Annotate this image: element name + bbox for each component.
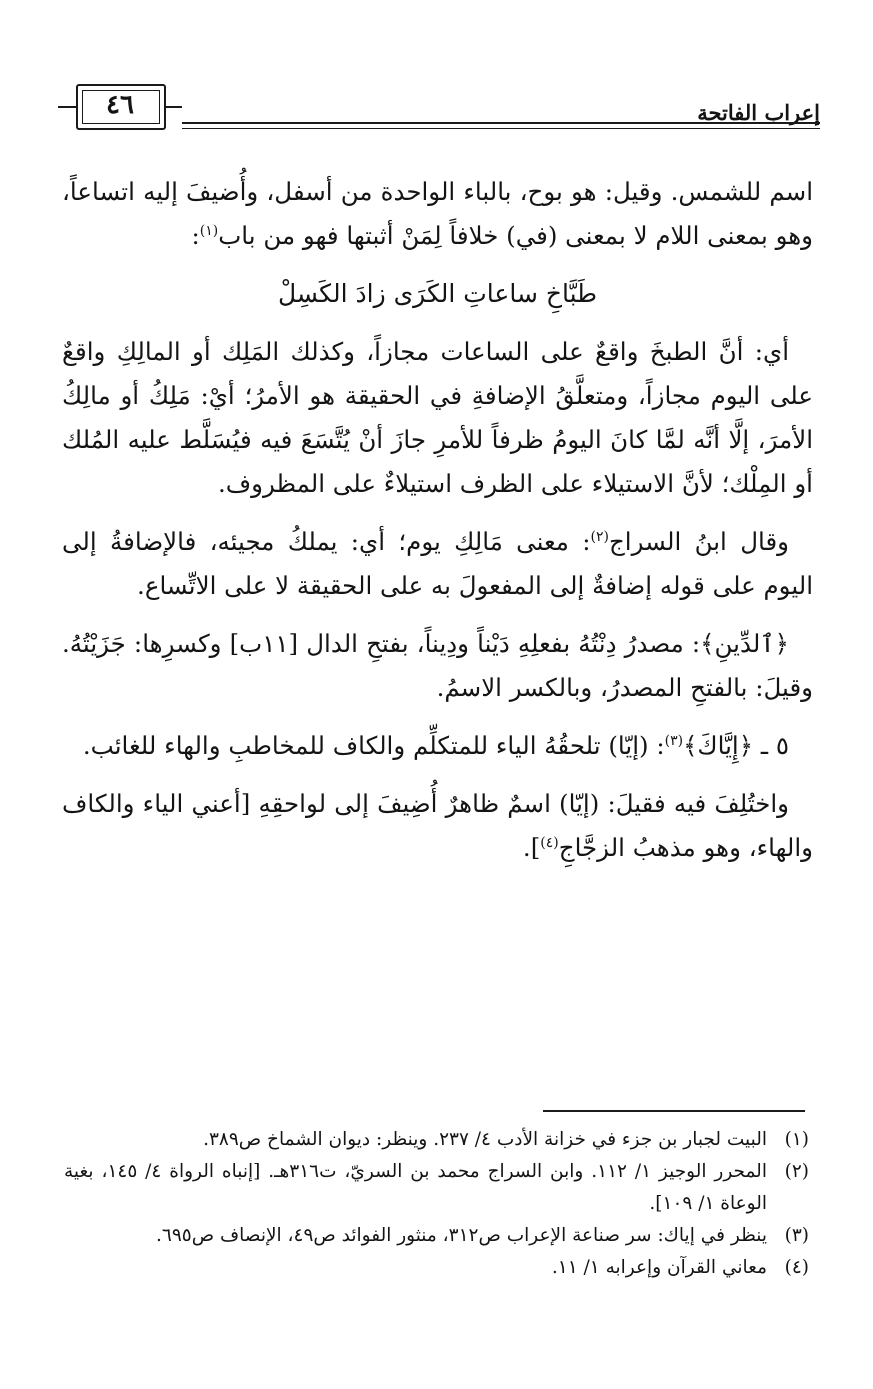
paragraph-5-rest: : (إيّا) تلحقُهُ الياء للمتكلِّم والكاف للمخاطبِ والهاء للغائب.: [82, 731, 665, 760]
footnote-ref-4[interactable]: (٤): [540, 834, 559, 851]
footnote-item: [64, 1252, 809, 1284]
paragraph-5-text: ٥ ـ ﴿إِيَّاكَ﴾: [683, 731, 789, 760]
paragraph-6-end: ].: [522, 833, 541, 862]
paragraph-5: [62, 724, 813, 768]
paragraph-6: [62, 782, 813, 870]
paragraph-1-end: :: [191, 221, 200, 250]
footnote-text: معاني القرآن وإعرابه ١/ ١١.: [551, 1257, 767, 1278]
paragraph-1: [62, 170, 813, 258]
footnote-text: البيت لجبار بن جزء في خزانة الأدب ٤/ ٢٣٧. وينظر: ديوان الشماخ ص٣٨٩.: [203, 1129, 767, 1150]
footnote-number: (١): [784, 1129, 809, 1150]
footnote-number: (٢): [784, 1161, 809, 1182]
paragraph-3-text: وقال ابنُ السراج: [608, 527, 789, 556]
footnote-number: (٣): [784, 1225, 809, 1246]
paragraph-2: أي: أنَّ الطبخَ واقعٌ على الساعات مجازاً، وكذلك المَلِك أو المالِكِ واقعٌ على اليوم مجازاً، ومتعلَّقُ الإضافةِ في الحقيقة هو الأمرُ؛ أيْ: مَلِكُ أو مالِكُ الأمرَ، إلَّا أنَّه لمَّا كانَ اليومُ ظرفاً للأمرِ جازَ أنْ يُتَّسَعَ فيه فيُسَلَّط عليه المُلك أو المِلْك؛ لأنَّ الاستيلاء على الظرف استيلاءٌ على المظروف.: [62, 337, 813, 498]
paragraph-1-text: اسم للشمس. وقيل: هو بوح، بالباء الواحدة من أسفل، وأُضيفَ إليه اتساعاً، وهو بمعنى اللام لا بمعنى (في) خلافاً لِمَنْ أثبتها فهو من باب: [62, 177, 813, 250]
paragraph-4: ﴿ٱلدِّينِ﴾: مصدرُ دِنْتُهُ بفعلِهِ دَيْناً ودِيناً، بفتحِ الدال [١١ب] وكسرِها: جَزَيْتُهُ. وقيلَ: بالفتحِ المصدرُ، وبالكسر الاسمُ.: [62, 629, 813, 702]
footnote-ref-2[interactable]: (٢): [590, 528, 609, 545]
footnotes: [64, 1124, 809, 1284]
page-number: ٤٦: [106, 90, 134, 120]
running-title: إعراب الفاتحة: [697, 100, 820, 125]
footnote-ref-3[interactable]: (٣): [664, 732, 684, 749]
poetry-verse: طَبَّاخِ ساعاتِ الكَرَى زادَ الكَسِلْ: [277, 279, 598, 308]
footnote-text: المحرر الوجيز ١/ ١١٢. وابن السراج محمد بن السريّ، ت٣١٦هـ. [إنباه الرواة ٤/ ١٤٥، بغية الوعاة ١/ ١٠٩].: [64, 1161, 767, 1214]
page-header: [58, 82, 820, 138]
footnote-number: (٤): [784, 1257, 809, 1278]
footnote-ref-1[interactable]: (١): [199, 222, 219, 239]
footnote-text: ينظر في إياك: سر صناعة الإعراب ص٣١٢، منثور الفوائد ص٤٩، الإنصاف ص٦٩٥.: [156, 1225, 767, 1246]
paragraph-3: [62, 520, 813, 608]
footnote-item: [64, 1220, 809, 1252]
paragraph-6-text: واختُلِفَ فيه فقيلَ: (إيّا) اسمٌ ظاهرٌ أُضِيفَ إلى لواحقِهِ [أعني الياء والكاف والهاء، وهو مذهبُ الزجَّاجِ: [62, 789, 813, 862]
paragraph-3-rest: : معنى مَالِكِ يوم؛ أي: يملكُ مجيئه، فالإضافةُ إلى اليوم على قوله إضافةٌ إلى المفعولَ به على الحقيقة لا على الاتِّساع.: [62, 527, 813, 600]
footnote-separator: [543, 1110, 805, 1112]
footnote-item: [64, 1156, 809, 1220]
page-number-frame: [58, 84, 182, 130]
footnote-item: [64, 1124, 809, 1156]
main-text: [62, 170, 813, 884]
